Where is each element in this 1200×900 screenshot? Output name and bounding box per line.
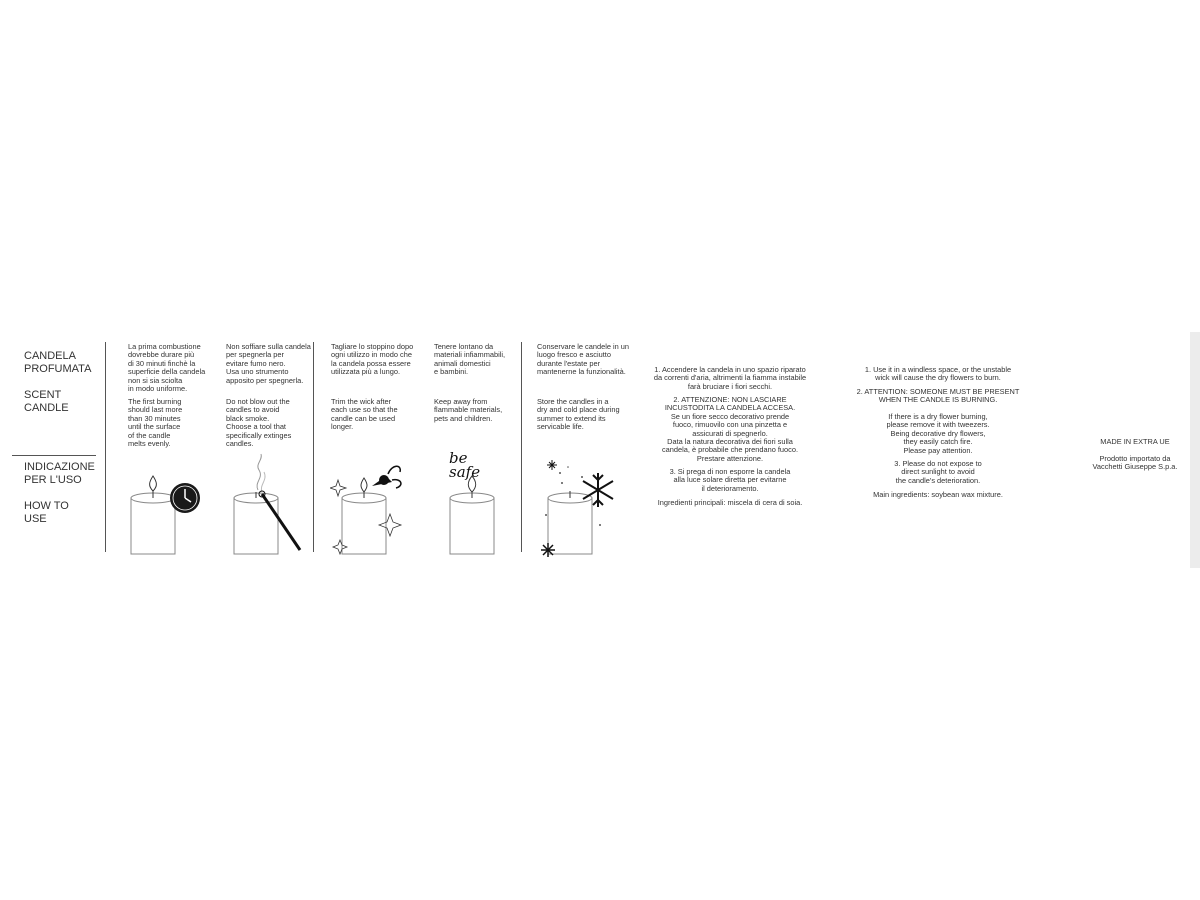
english-instruction-1: 1. Use it in a windless space, or the unstable wick will cause the dry flowers to burn.	[864, 365, 1012, 383]
column-divider	[105, 342, 106, 552]
candle-scissors-icon	[330, 458, 410, 560]
italian-instruction-1: 1. Accendere la candela in uno spazio riparato da correnti d'aria, altrimenti la fiamma instabile farà bruciare i fiori secchi.	[653, 365, 807, 391]
english-instruction-2: 2. ATTENTION: SOMEONE MUST BE PRESENT WHEN THE CANDLE IS BURNING.	[856, 387, 1020, 405]
instruction-1-en: The first burning should last more than 30 minutes until the surface of the candle melts evenly.	[128, 397, 183, 449]
candle-clock-icon	[125, 470, 205, 560]
product-title-en: SCENT CANDLE	[24, 389, 69, 414]
instruction-4-it: Tenere lontano da materiali infiammabili, animali domestici e bambini.	[434, 342, 506, 377]
title-divider	[12, 455, 96, 456]
english-instruction-fire: If there is a dry flower burning, please remove it with tweezers. Being decorative dry flowers, they easily catch fire. Please pay attention.	[886, 412, 990, 455]
product-title-it: CANDELA PROFUMATA	[24, 350, 92, 375]
instruction-2-en: Do not blow out the candles to avoid black smoke. Choose a tool that specifically extinges candles.	[226, 397, 292, 449]
english-ingredients: Main ingredients: soybean wax mixture.	[873, 490, 1003, 499]
column-divider	[521, 342, 522, 552]
instruction-3-it: Tagliare lo stoppino dopo ogni utilizzo in modo che la candela possa essere utilizzata più a lungo.	[331, 342, 414, 377]
instruction-1-it: La prima combustione dovrebbe durare più di 30 minuti finchè la superficie della candela non si sia sciolta in modo uniforme.	[128, 342, 206, 394]
instruction-2-it: Non soffiare sulla candela per spegnerla per evitare fumo nero. Usa uno strumento apposito per spegnerla.	[226, 342, 311, 385]
italian-ingredients: Ingredienti principali: miscela di cera di soia.	[657, 498, 803, 507]
made-in-label: MADE IN EXTRA UE	[1100, 437, 1170, 446]
column-divider	[313, 342, 314, 552]
candle-snowflake-icon	[538, 455, 620, 560]
instruction-5-en: Store the candles in a dry and cold place during summer to extend its servicable life.	[537, 397, 620, 432]
italian-instruction-2: 2. ATTENZIONE: NON LASCIARE INCUSTODITA LA CANDELA ACCESA. Se un fiore secco decorativo prende fuoco, rimuovilo con una pinzetta e assicurati di spegnerlo. Data la natura decorativa dei fiori sulla candela, è probabile che prendano fuoco. Prestare attenzione.	[661, 395, 798, 463]
candle-snuffer-icon	[228, 452, 308, 560]
italian-instruction-3: 3. Si prega di non esporre la candela alla luce solare diretta per evitarne il deterioramento.	[669, 467, 791, 493]
instruction-5-it: Conservare le candele in un luogo fresco e asciutto durante l'estate per mantenerne la funzionalità.	[537, 342, 630, 377]
english-instruction-3: 3. Please do not expose to direct sunlight to avoid the candle's deterioration.	[894, 459, 982, 485]
instruction-3-en: Trim the wick after each use so that the candle can be used longer.	[331, 397, 398, 432]
instruction-4-en: Keep away from flammable materials, pets and children.	[434, 397, 503, 423]
right-edge-strip	[1190, 332, 1200, 568]
be-safe-badge: be safe	[449, 449, 481, 481]
usage-heading-it: INDICAZIONE PER L'USO	[24, 461, 95, 486]
importer-label: Prodotto importato da Vacchetti Giuseppe S.p.a.	[1092, 454, 1178, 472]
usage-heading-en: HOW TO USE	[24, 500, 69, 525]
